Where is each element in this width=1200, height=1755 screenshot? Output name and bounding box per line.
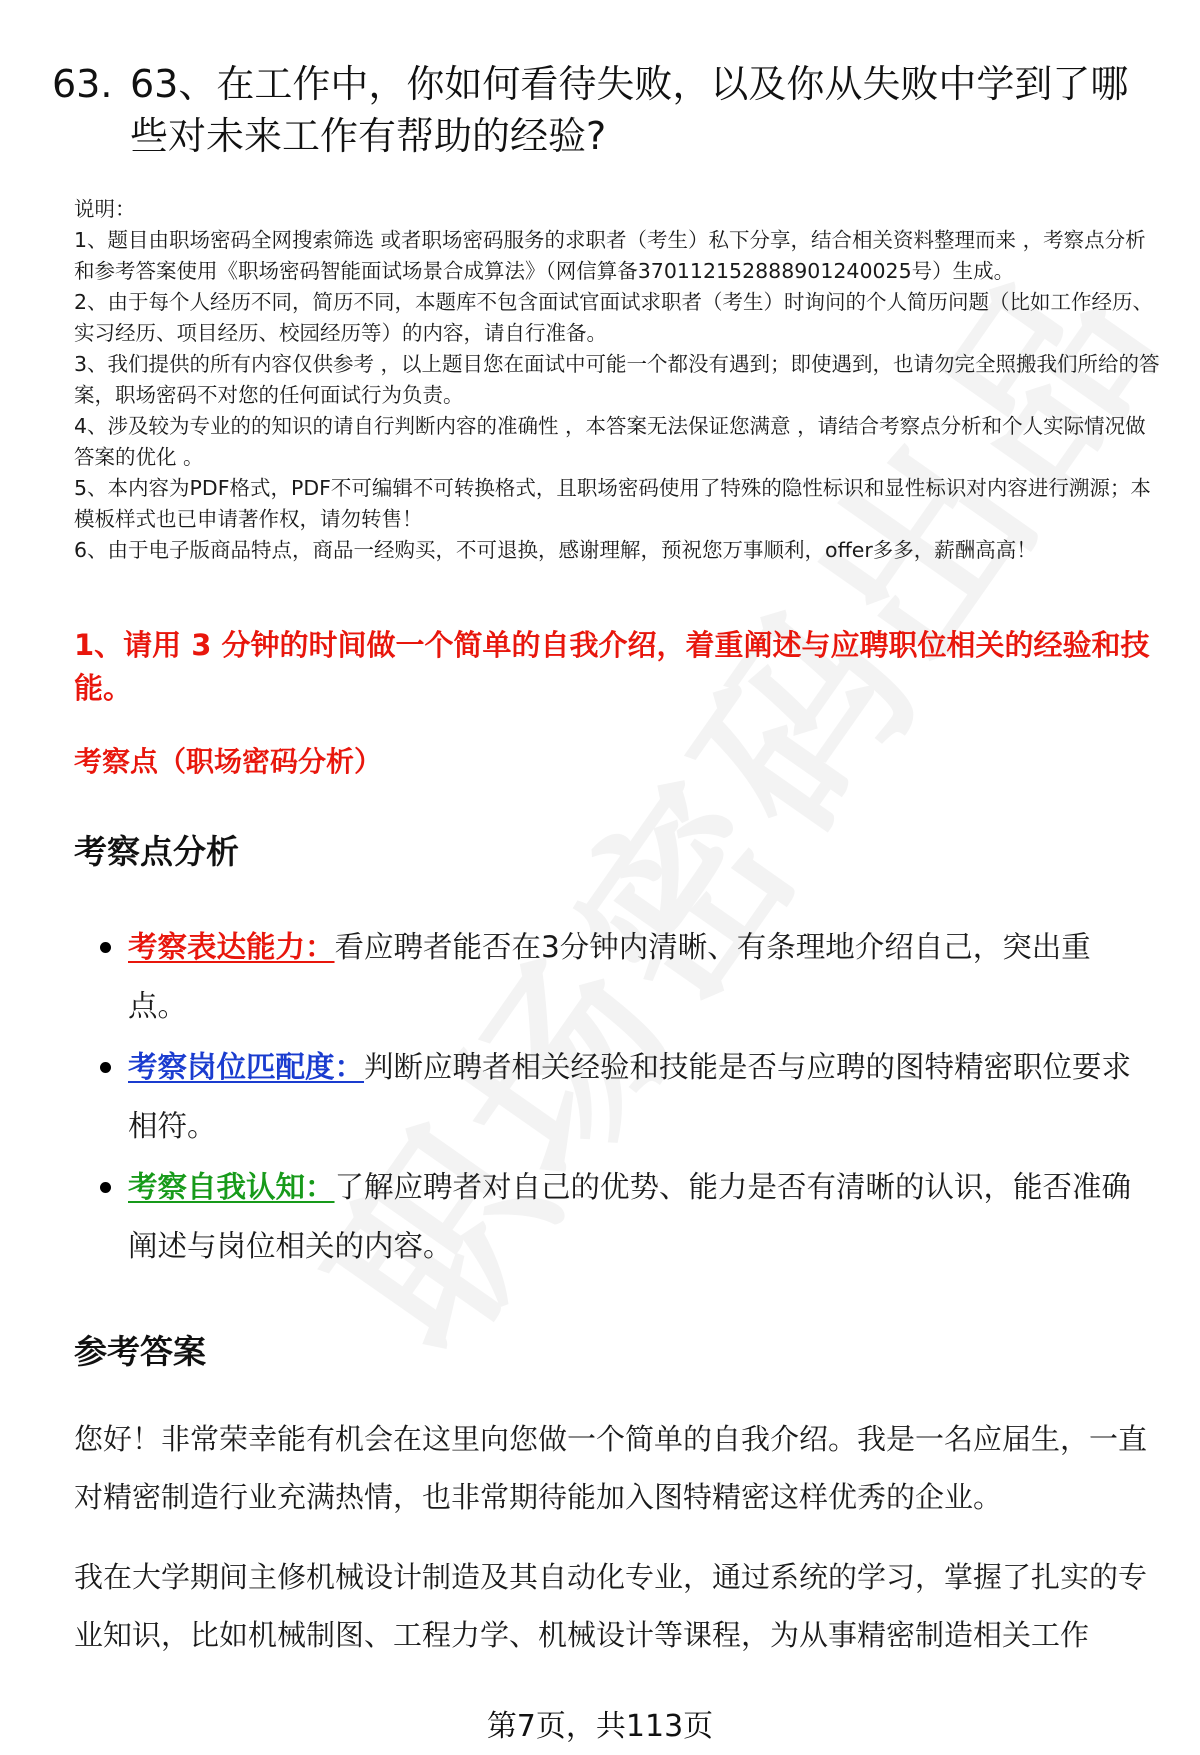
analysis-text: 判断应聘者相关经验和技能是否与应聘的图特精密职位要求相符。: [128, 1050, 1132, 1143]
bullet-icon: [100, 1062, 111, 1073]
analysis-label: 考察自我认知：: [128, 1170, 335, 1204]
analysis-label: 考察表达能力：: [128, 930, 335, 964]
page-title: [52, 58, 1162, 162]
bullet-icon: [100, 1182, 111, 1193]
bullet-icon: [100, 942, 111, 953]
note-item: 6、由于电子版商品特点，商品一经购买，不可退换，感谢理解，预祝您万事顺利，offer多多，薪酬高高！: [74, 538, 1037, 562]
note-item: 5、本内容为PDF格式，PDF不可编辑不可转换格式，且职场密码使用了特殊的隐性标识和显性标识对内容进行溯源；本模板样式也已申请著作权，请勿转售！: [74, 476, 1151, 531]
note-item: 2、由于每个人经历不同，简历不同，本题库不包含面试官面试求职者（考生）时询问的个人简历问题（比如工作经历、实习经历、项目经历、校园经历等）的内容，请自行准备。: [74, 290, 1154, 345]
kcd-label: 考察点（职场密码分析）: [74, 745, 383, 778]
note-item: 3、我们提供的所有内容仅供参考 ，以上题目您在面试中可能一个都没有遇到；即使遇到，也请勿完全照搬我们所给的答案，职场密码不对您的任何面试行为负责。: [74, 352, 1160, 407]
analysis-item: [74, 1158, 1144, 1276]
analysis-list: [74, 918, 1144, 1278]
analysis-text: 了解应聘者对自己的优势、能力是否有清晰的认识，能否准确阐述与岗位相关的内容。: [128, 1170, 1132, 1263]
note-item: 4、涉及较为专业的的知识的请自行判断内容的准确性 ，本答案无法保证您满意 ，请结合考察点分析和个人实际情况做答案的优化 。: [74, 414, 1146, 469]
answer-heading: 参考答案: [74, 1332, 206, 1371]
question-heading: 1、请用 3 分钟的时间做一个简单的自我介绍，着重阐述与应聘职位相关的经验和技能。: [74, 628, 1150, 705]
analysis-heading: 考察点分析: [74, 832, 239, 871]
page-footer: 第7页，共113页: [0, 1706, 1200, 1748]
notes-section: [74, 194, 1164, 566]
notes-heading: 说明：: [74, 197, 136, 221]
answer-paragraph: 我在大学期间主修机械设计制造及其自动化专业，通过系统的学习，掌握了扎实的专业知识，比如机械制图、工程力学、机械设计等课程，为从事精密制造相关工作: [74, 1560, 1148, 1652]
answer-paragraph: 您好！非常荣幸能有机会在这里向您做一个简单的自我介绍。我是一名应届生，一直对精密制造行业充满热情，也非常期待能加入图特精密这样优秀的企业。: [74, 1422, 1148, 1514]
analysis-text: 看应聘者能否在3分钟内清晰、有条理地介绍自己，突出重点。: [128, 930, 1091, 1023]
analysis-label: 考察岗位匹配度：: [128, 1050, 365, 1084]
note-item: 1、题目由职场密码全网搜索筛选 或者职场密码服务的求职者（考生）私下分享，结合相关资料整理而来 ，考察点分析和参考答案使用《职场密码智能面试场景合成算法》（网信算备370112152888901240025号）生成。: [74, 228, 1146, 283]
title-number: 63.: [52, 62, 113, 106]
analysis-item: [74, 1038, 1144, 1156]
answer-section: [74, 1410, 1154, 1686]
title-text: 63、在工作中，你如何看待失败，以及你从失败中学到了哪些对未来工作有帮助的经验?: [130, 62, 1129, 158]
analysis-item: [74, 918, 1144, 1036]
